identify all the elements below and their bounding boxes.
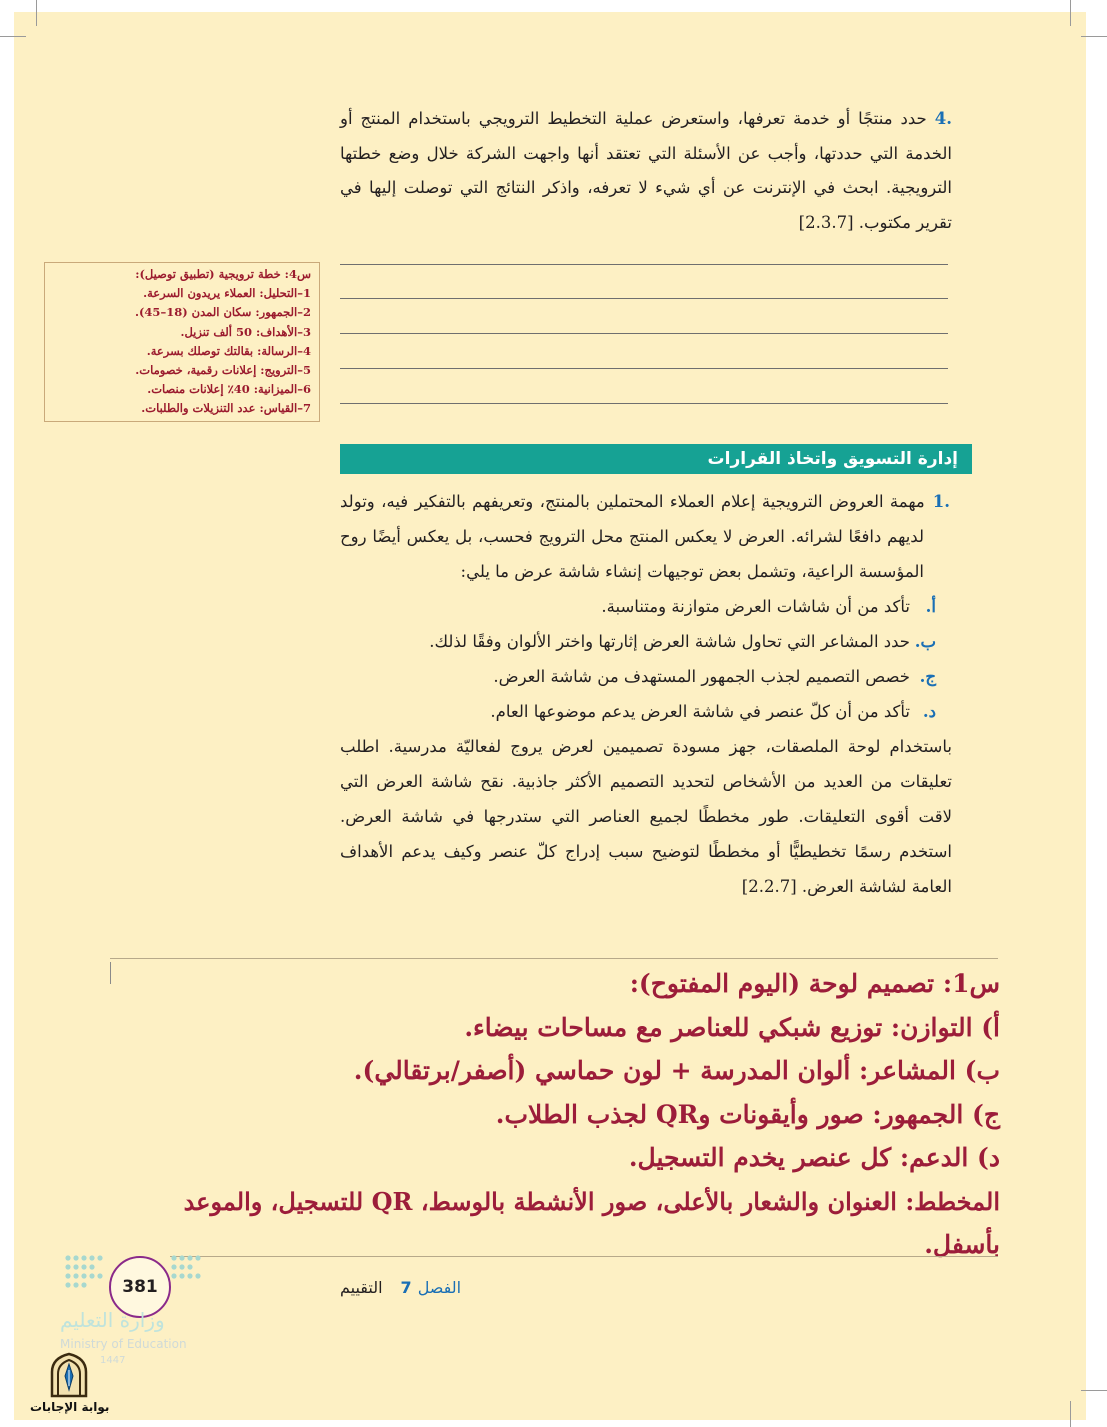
ministry-logo-english: Ministry of Education	[60, 1337, 187, 1351]
item-letter: د.	[922, 702, 936, 721]
chapter-title: التقييم	[340, 1278, 383, 1297]
side-note-line: 5–الترويج: إعلانات رقمية، خصومات.	[135, 363, 311, 378]
item-text: تأكد من أن كلّ عنصر في شاشة العرض يدعم موضوعها العام.	[490, 702, 910, 721]
side-note-line: 4–الرسالة: بقالتك توصلك بسرعة.	[146, 343, 311, 358]
crop-mark	[1081, 36, 1107, 37]
question-number: .4	[934, 109, 952, 128]
item-letter: أ.	[925, 597, 936, 616]
question-1-intro	[340, 484, 952, 589]
question-4	[340, 102, 952, 240]
crop-mark	[36, 0, 37, 26]
guideline-item	[340, 659, 952, 694]
item-letter: ج.	[919, 667, 936, 686]
chapter-footer	[340, 1278, 461, 1297]
question-1-task: باستخدام لوحة الملصقات، جهز مسودة تصميمين لعرض يروج لفعاليّة مدرسية. اطلب تعليقات من العديد من الأشخاص لتحديد التصميم الأكثر جاذبية. نقح شاشة العرض التي لاقت أقوى التعليقات. طور مخططًا لجميع العناصر التي ستدرجها في شاشة العرض. استخدم رسمًا تخطيطيًّا أو مخططًا لتوضيح سبب إدراج كلّ عنصر وكيف يدعم الأهداف العامة لشاشة العرض. [2.2.7]	[340, 737, 952, 896]
crop-mark	[0, 36, 26, 37]
crop-mark	[1070, 0, 1071, 26]
guideline-item	[340, 589, 952, 624]
chapter-label: الفصل	[417, 1278, 462, 1297]
crop-mark	[1081, 1390, 1107, 1391]
edition-year: 1447	[100, 1355, 126, 1366]
question-1	[340, 484, 952, 904]
side-note-line: 3–الأهداف: 50 ألف تنزيل.	[180, 324, 311, 339]
item-letter: ب.	[914, 632, 936, 651]
answer-line-text: د) الدعم: كل عنصر يخدم التسجيل.	[628, 1143, 1000, 1172]
side-note-line: س4: خطة ترويجية (تطبيق توصيل):	[135, 267, 311, 281]
guideline-item	[340, 694, 952, 729]
question-4-text: حدد منتجًا أو خدمة تعرفها، واستعرض عملية التخطيط الترويجي باستخدام المنتج أو الخدمة التي حددتها، وأجب عن الأسئلة التي تعتقد أنها واجهت الشركة خلال وضع خطتها الترويجية. ابحث في الإنترنت عن أي شيء لا تعرفه، واذكر النتائج التي توصلت إليها في تقرير مكتوب. [2.3.7]	[340, 109, 952, 232]
answer-line-text: س1: تصميم لوحة (اليوم المفتوح):	[629, 969, 1000, 998]
mosque-pen-logo-icon	[44, 1350, 94, 1400]
answer-line-text: بأسفل.	[924, 1230, 1000, 1259]
crop-mark	[1070, 1401, 1071, 1427]
chapter-number: 7	[400, 1278, 412, 1297]
item-text: خصص التصميم لجذب الجمهور المستهدف من شاشة العرض.	[493, 667, 910, 686]
answer-line	[340, 368, 948, 369]
answer-line-text: أ) التوازن: توزيع شبكي للعناصر مع مساحات بيضاء.	[464, 1012, 1000, 1042]
side-note-line: 7–القياس: عدد التنزيلات والطلبات.	[141, 401, 311, 416]
side-note-line: 1–التحليل: العملاء يريدون السرعة.	[143, 286, 311, 301]
item-text: حدد المشاعر التي تحاول شاشة العرض إثارتها واختر الألوان وفقًا لذلك.	[429, 632, 910, 651]
side-note-line: 6–الميزانية: 40٪ إعلانات منصات.	[147, 382, 311, 397]
answer-line-text: المخطط: العنوان والشعار بالأعلى، صور الأنشطة بالوسط، QR للتسجيل، والموعد	[183, 1186, 1000, 1216]
answer-divider	[170, 1256, 998, 1257]
guideline-item	[340, 624, 952, 659]
answer-divider	[110, 958, 998, 959]
answer-line	[340, 298, 948, 299]
handwritten-answer	[150, 962, 1000, 1267]
answer-line-text: ج) الجمهور: صور وأيقونات وQR لجذب الطلاب.	[495, 1099, 1000, 1129]
question-number: .1	[932, 492, 950, 511]
side-note-box	[44, 262, 320, 422]
site-logo-text: بوابة الإجابات	[30, 1400, 110, 1414]
side-note-line: 2–الجمهور: سكان المدن (18–45).	[134, 305, 311, 320]
item-text: تأكد من أن شاشات العرض متوازنة ومتناسبة.	[601, 597, 910, 616]
page-number: 381	[109, 1256, 171, 1318]
answer-divider	[110, 962, 111, 984]
answer-line-text: ب) المشاعر: ألوان المدرسة + لون حماسي (أصفر/برتقالي).	[353, 1056, 1000, 1085]
answer-line	[340, 264, 948, 265]
answer-line	[340, 403, 948, 404]
ministry-logo-arabic: وزارة التعليم	[60, 1308, 165, 1332]
section-heading: إدارة التسويق واتخاذ القرارات	[340, 444, 972, 474]
answer-line	[340, 333, 948, 334]
question-1-intro-text: مهمة العروض الترويجية إعلام العملاء المحتملين بالمنتج، وتعريفهم بالتفكير فيه، وتولد لديهم دافعًا لشرائه. العرض لا يعكس المنتج محل الترويج فحسب، بل يعكس أيضًا روح المؤسسة الراعية، وتشمل بعض توجيهات إنشاء شاشة عرض ما يلي:	[340, 492, 925, 581]
